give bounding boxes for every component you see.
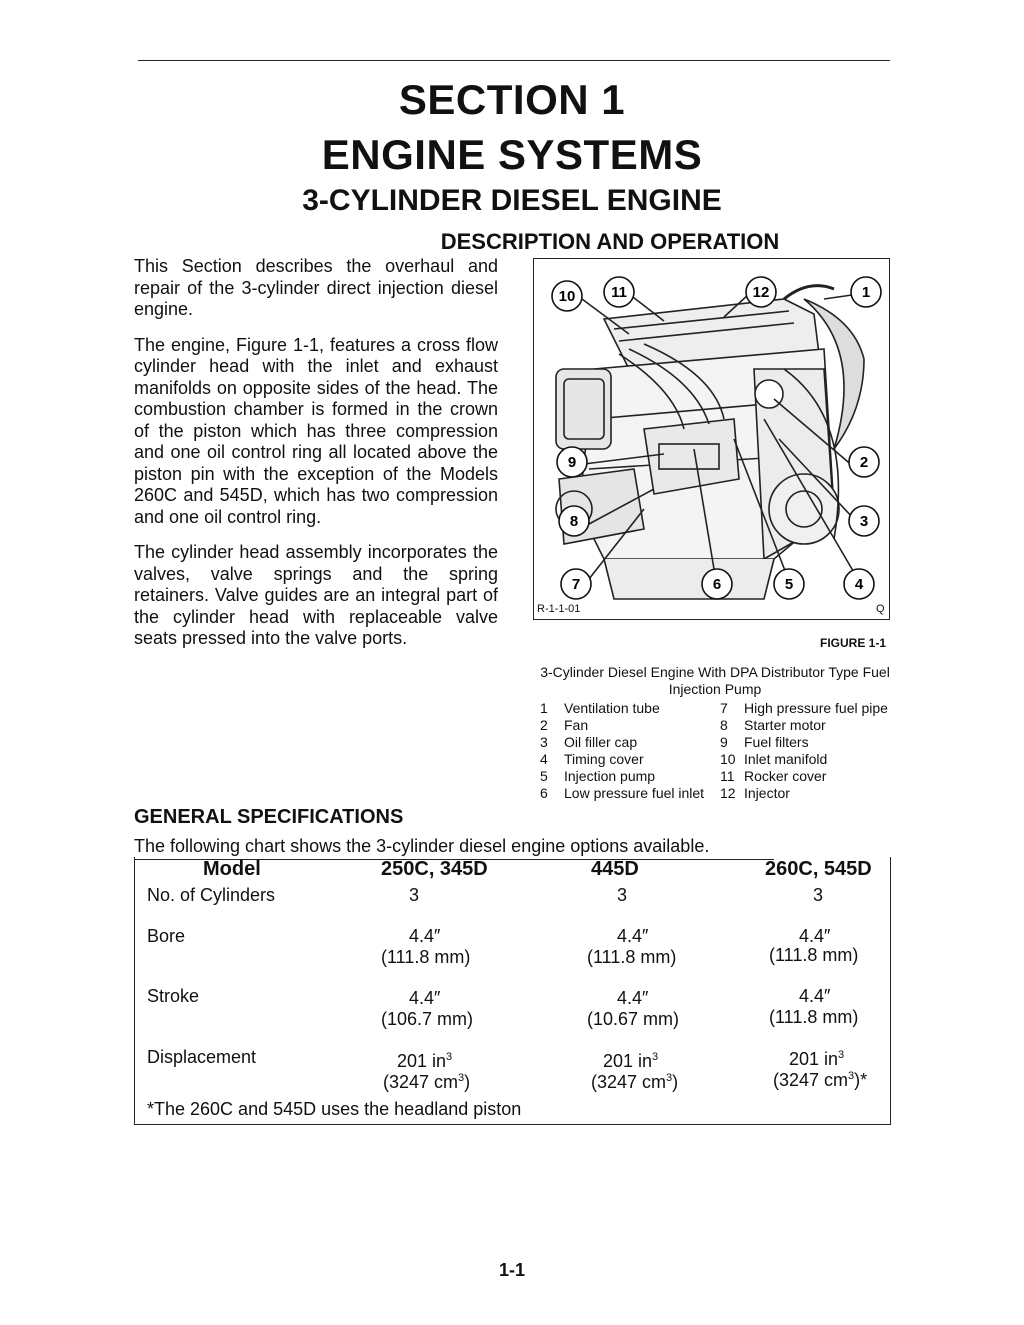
cell-value: ) [672,1072,679,1092]
cell-value: (3247 cm [773,1070,849,1090]
table-cell: 4.4″ [409,926,441,946]
engine-title: 3-CYLINDER DIESEL ENGINE [302,184,722,217]
cell-value: 201 in [789,1049,839,1069]
legend-num: 6 [540,785,548,801]
legend-text: Inlet manifold [744,751,828,767]
legend-row [540,785,900,802]
legend-text: Ventilation tube [564,700,660,716]
engine-figure [533,258,890,620]
figure-legend [540,700,900,802]
table-cell: 4.4″ [409,988,441,1008]
legend-num: 1 [540,700,548,716]
legend-text: Rocker cover [744,768,827,784]
legend-num: 8 [720,717,728,733]
specs-table [134,857,891,1125]
callout-11: 11 [611,284,627,301]
table-cell: 3 [617,885,628,905]
row-label-stroke: Stroke [147,986,200,1006]
paragraph-3: The cylinder head assembly incorporates the valves, valve springs and the spring retainers. Valve guides are an integral part of the cylinder head with replaceable valve seats pressed into the valve ports. [134,542,498,648]
superscript: 3 [848,1070,855,1082]
table-cell [773,1066,867,1091]
table-cell [591,1068,678,1093]
legend-row [540,734,900,751]
legend-row [540,700,900,717]
legend-num: 12 [720,785,736,801]
cell-value: (3247 cm [383,1072,459,1092]
callout-5: 5 [784,576,794,593]
legend-num: 9 [720,734,728,750]
column-header-model: Model [203,858,261,880]
legend-text: Low pressure fuel inlet [564,785,705,801]
callout-1: 1 [861,284,871,301]
figure-label: FIGURE 1-1 [820,636,887,650]
legend-text: Injector [744,785,790,801]
column-header-445d: 445D [591,858,639,880]
table-cell: 3 [813,885,824,905]
table-cell: 4.4″ [799,926,831,946]
body-text [134,256,498,664]
callout-9: 9 [567,454,577,471]
superscript: 3 [446,1051,453,1063]
legend-num: 3 [540,734,548,750]
table-cell: 4.4″ [617,926,649,946]
superscript: 3 [652,1051,659,1063]
paragraph-1: This Section describes the overhaul and repair of the 3-cylinder direct injection diesel engine. [134,256,498,319]
table-cell: 4.4″ [617,988,649,1008]
superscript: 3 [458,1072,465,1084]
callout-3: 3 [859,513,869,530]
cell-value: 201 in [603,1051,653,1071]
superscript: 3 [838,1049,845,1061]
callout-8: 8 [569,513,579,530]
legend-text: Fan [564,717,589,733]
figure-mark: Q [876,603,885,615]
specs-intro: The following chart shows the 3-cylinder diesel engine options available. [134,836,774,860]
legend-text: Starter motor [744,717,826,733]
cell-value: (3247 cm [591,1072,667,1092]
table-cell: 4.4″ [799,986,831,1006]
callout-12: 12 [752,284,770,301]
description-heading: DESCRIPTION AND OPERATION [440,229,780,254]
cell-value: 201 in [397,1051,447,1071]
figure-reference: R-1-1-01 [537,603,581,615]
engine-illustration [534,259,888,618]
legend-num: 7 [720,700,728,716]
table-cell: (111.8 mm) [769,945,859,965]
row-label-displacement: Displacement [147,1047,257,1067]
legend-row [540,717,900,734]
cell-value: ) [464,1072,471,1092]
legend-num: 10 [720,751,736,767]
general-specifications-heading: GENERAL SPECIFICATIONS [134,806,404,828]
table-footnote: *The 260C and 545D uses the headland piston [147,1099,522,1119]
callout-6: 6 [712,576,722,593]
row-label-cylinders: No. of Cylinders [147,885,276,905]
legend-text: High pressure fuel pipe [744,700,888,716]
legend-num: 11 [720,768,735,784]
top-rule [138,60,890,61]
callout-2: 2 [859,454,869,471]
legend-text: Fuel filters [744,734,809,750]
cell-value: )* [854,1070,868,1090]
page-number: 1-1 [498,1260,525,1280]
table-cell: (111.8 mm) [587,947,677,967]
table-cell [383,1068,470,1093]
section-title: ENGINE SYSTEMS [321,131,703,178]
legend-num: 4 [540,751,548,767]
callout-7: 7 [571,576,581,593]
superscript: 3 [666,1072,673,1084]
figure-caption: 3-Cylinder Diesel Engine With DPA Distributor Type Fuel Injection Pump [540,664,890,697]
legend-text: Injection pump [564,768,656,784]
legend-num: 2 [540,717,548,733]
table-cell: (111.8 mm) [769,1007,859,1027]
legend-row [540,768,900,785]
legend-row [540,751,900,768]
paragraph-2: The engine, Figure 1-1, features a cross flow cylinder head with the inlet and exhaust manifolds on opposite sides of the head. The combustion chamber is formed in the crown of the piston which has three compression and one oil control ring all located above the piston pin with the exception of the Models 260C and 545D, which has two compression and one oil control ring. [134,334,498,527]
legend-text: Timing cover [564,751,644,767]
column-header-250c: 250C, 345D [381,858,488,880]
row-label-bore: Bore [147,926,186,946]
legend-text: Oil filler cap [564,734,638,750]
table-cell: (106.7 mm) [381,1009,474,1029]
table-cell: 3 [409,885,420,905]
section-number: SECTION 1 [398,76,626,123]
callout-4: 4 [854,576,864,593]
table-cell: (111.8 mm) [381,947,471,967]
legend-num: 5 [540,768,548,784]
callout-10: 10 [558,288,576,305]
table-cell: (10.67 mm) [587,1009,680,1029]
column-header-260c: 260C, 545D [765,858,872,880]
